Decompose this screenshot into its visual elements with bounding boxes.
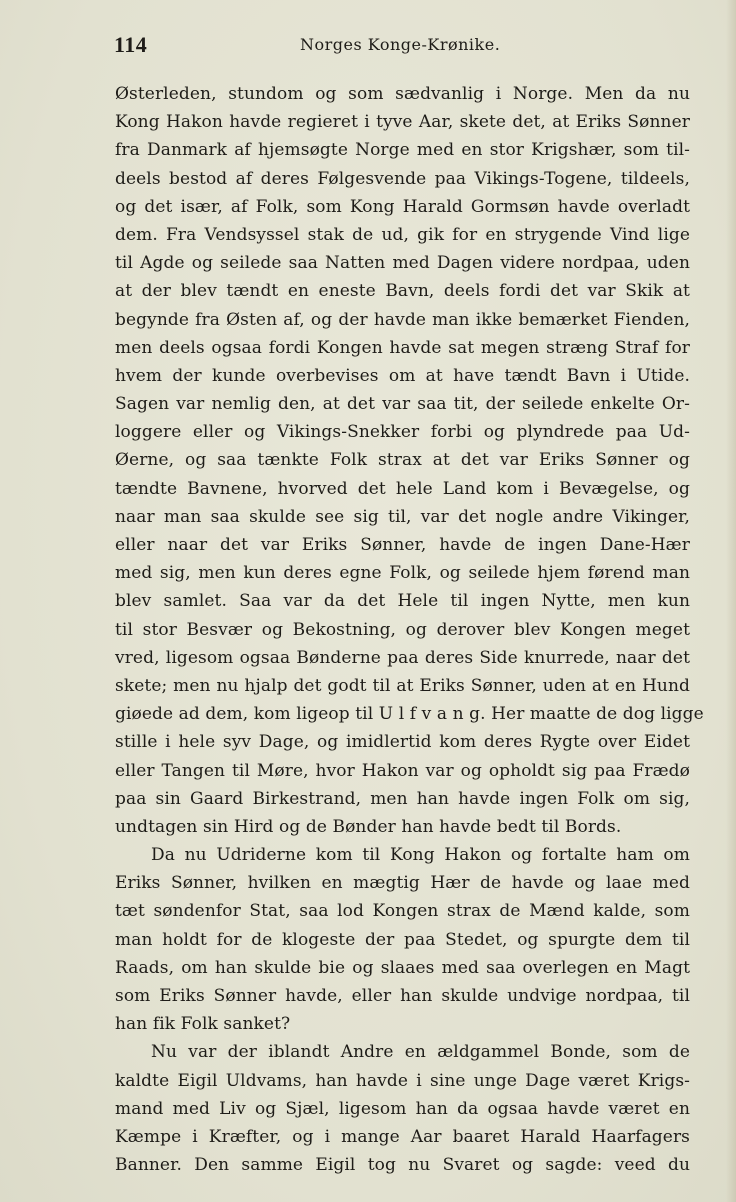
text-line: Banner. Den samme Eigil tog nu Svaret og sagde: veed du [115,1155,690,1176]
text-line: blev samlet. Saa var da det Hele til ingen Nytte, men kun [115,591,690,612]
text-line: begynde fra Østen af, og der havde man ikke bemærket Fienden, [115,309,690,330]
text-line: som Eriks Sønner havde, eller han skulde undvige nordpaa, til [115,986,690,1006]
paragraph-start-line: Da nu Udriderne kom til Kong Hakon og fortalte ham om [151,845,690,866]
text-line: kaldte Eigil Uldvams, han havde i sine unge Dage været Krigs- [115,1070,690,1091]
text-line: Raads, om han skulde bie og slaaes med saa overlegen en Magt [115,957,690,978]
running-title: Norges Konge-Krønike. [300,35,501,54]
text-line: Sagen var nemlig den, at det var saa tit, der seilede enkelte Or- [115,394,690,415]
text-line: mand med Liv og Sjæl, ligesom han da ogsaa havde været en [115,1098,690,1119]
text-line: loggere eller og Vikings-Snekker forbi og plyndrede paa Ud- [115,422,690,443]
text-line: med sig, men kun deres egne Folk, og seilede hjem førend man [115,563,690,584]
text-line: paa sin Gaard Birkestrand, men han havde ingen Folk om sig, [115,788,690,809]
text-line: Øerne, og saa tænkte Folk strax at det var Eriks Sønner og [115,450,690,471]
page-edge [726,0,736,1202]
text-line: skete; men nu hjalp det godt til at Eriks Sønner, uden at en Hund [115,675,690,696]
text-line: Kæmpe i Kræfter, og i mange Aar baaret Harald Haarfagers [115,1126,690,1147]
text-line: man holdt for de klogeste der paa Stedet, og spurgte dem til [115,929,690,950]
text-line: han fik Folk sanket? [115,1014,291,1035]
text-line: giøede ad dem, kom ligeop til U l f v a n g. Her maatte de dog ligge [115,704,704,725]
text-line: til stor Besvær og Bekostning, og derover blev Kongen meget [115,619,690,640]
paragraph-start-line: Nu var der iblandt Andre en ældgammel Bonde, som de [151,1042,690,1063]
text-line: Kong Hakon havde regieret i tyve Aar, skete det, at Eriks Sønner [115,112,690,133]
text-line: eller naar det var Eriks Sønner, havde de ingen Dane-Hær [115,535,690,555]
text-line: til Agde og seilede saa Natten med Dagen videre nordpaa, uden [115,253,690,274]
text-line: fra Danmark af hjemsøgte Norge med en stor Krigshær, som til- [115,140,690,161]
text-line: Østerleden, stundom og som sædvanlig i Norge. Men da nu [115,84,690,104]
text-line: naar man saa skulde see sig til, var det nogle andre Vikinger, [115,506,690,527]
text-line: hvem der kunde overbevises om at have tændt Bavn i Utide. [115,365,690,386]
body-text [115,80,704,1179]
text-line: deels bestod af deres Følgesvende paa Vikings-Togene, tildeels, [115,168,690,189]
running-head [114,32,694,62]
text-line: vred, ligesom ogsaa Bønderne paa deres Side knurrede, naar det [115,647,690,668]
text-line: at der blev tændt en eneste Bavn, deels fordi det var Skik at [115,281,690,302]
text-line: tæt søndenfor Stat, saa lod Kongen strax de Mænd kalde, som [115,901,690,922]
text-line: og det især, af Folk, som Kong Harald Gormsøn havde overladt [115,196,690,217]
text-line: Eriks Sønner, hvilken en mægtig Hær de havde og laae med [115,873,690,894]
text-line: undtagen sin Hird og de Bønder han havde bedt til Bords. [115,816,622,837]
page-number: 114 [114,32,148,57]
text-line: eller Tangen til Møre, hvor Hakon var og opholdt sig paa Frædø [115,760,690,781]
text-line: men deels ogsaa fordi Kongen havde sat megen stræng Straf for [115,337,690,358]
text-line: stille i hele syv Dage, og imidlertid kom deres Rygte over Eidet [115,732,690,753]
text-line: tændte Bavnene, hvorved det hele Land kom i Bevægelse, og [115,478,690,499]
text-line: dem. Fra Vendsyssel stak de ud, gik for en strygende Vind lige [115,224,690,245]
